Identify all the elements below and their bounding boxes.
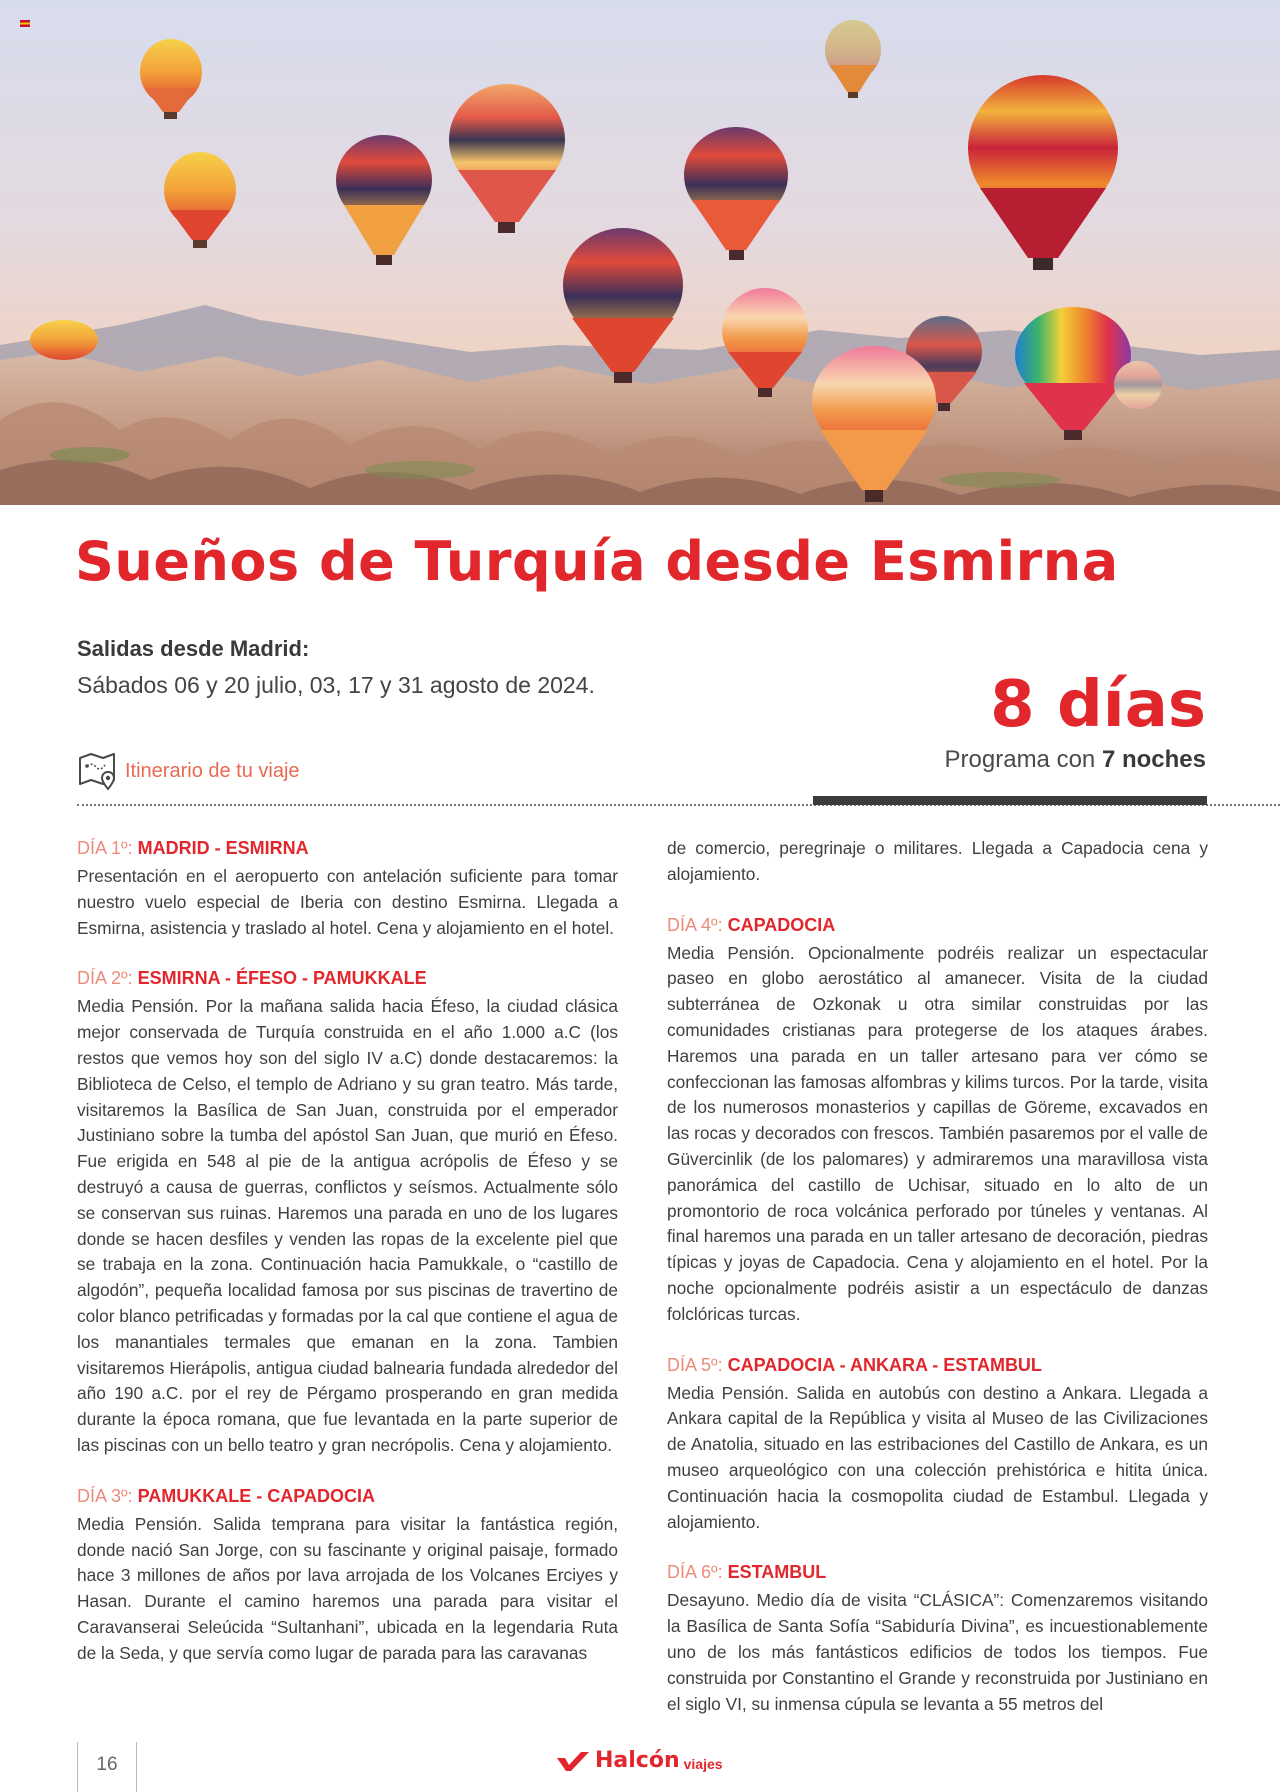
day-section (77, 1484, 618, 1667)
day-route: CAPADOCIA - ANKARA - ESTAMBUL (727, 1354, 1042, 1375)
balloon-icon (968, 75, 1118, 270)
day-description-continued: de comercio, peregrinaje o militares. Llegada a Capadocia cena y alojamiento. (667, 838, 1208, 884)
hero-image (0, 0, 1280, 505)
day-number: DÍA 6º: (667, 1562, 723, 1583)
day-heading (77, 836, 618, 860)
balloon-icon (164, 152, 236, 248)
brand-sub: viajes (683, 1756, 723, 1772)
day-number: DÍA 3º: (77, 1485, 133, 1506)
day-route: ESTAMBUL (727, 1562, 827, 1583)
brand-logo (555, 1750, 723, 1772)
balloons-landscape-illustration (0, 0, 1280, 505)
page-number-box (77, 1742, 137, 1792)
day-heading (77, 1484, 618, 1508)
day-section (667, 1560, 1208, 1717)
balloon-icon (336, 135, 432, 265)
day-description: Media Pensión. Salida en autobús con destino a Ankara. Llegada a Ankara capital de la República y visita al Museo de las Civilizaciones de Anatolia, situado en las estribaciones del Castillo de Ankara, es un museo arqueológico con una colección prehistórica e hitita única. Continuación hacia la cosmopolita ciudad de Estambul. Llegada y alojamiento. (667, 1382, 1208, 1532)
itinerary-label: Itinerario de tu viaje (125, 759, 300, 782)
map-pin-icon (77, 750, 121, 792)
program-nights-value: 7 noches (1101, 746, 1206, 773)
page-title: Sueños de Turquía desde Esmirna (75, 530, 1119, 593)
day-heading (667, 1560, 1208, 1584)
departures-dates: Sábados 06 y 20 julio, 03, 17 y 31 agosto de 2024. (77, 672, 595, 698)
brand-name: Halcón (595, 1748, 680, 1773)
day-description: Desayuno. Medio día de visita “CLÁSICA”: Comenzaremos visitando la Basílica de Santa Sofía “Sabiduría Divina”, es incuestionablemente uno de los más fantásticos edificios de todos los tiempos. Fue construida por Constantino el Grande y reconstruida por Justiniano en el siglo VI, su inmensa cúpula se levanta a 55 metros del (667, 1590, 1208, 1714)
day-description: Media Pensión. Salida temprana para visitar la fantástica región, donde nació San Jorge, con su fascinante y original paisaje, formado hace 3 millones de años por lava arrojada de los Volcanes Erciyes y Hasan. Durante el camino haremos una parada para visitar el Caravanserai Seleúcida “Sultanhani”, ubicada en la legendaria Ruta de la Seda, y que servía como lugar de parada para las caravanas (77, 1513, 618, 1663)
flag-icon (20, 20, 30, 27)
balloon-icon (684, 127, 788, 260)
day-section (77, 836, 618, 941)
day-section (77, 966, 618, 1458)
day-section (667, 913, 1208, 1328)
day-number: DÍA 5º: (667, 1354, 723, 1375)
page-number: 16 (96, 1754, 118, 1775)
day-section (667, 1353, 1208, 1536)
day-heading (667, 913, 1208, 937)
day-number: DÍA 2º: (77, 968, 133, 989)
balloon-icon (449, 84, 565, 233)
departures-label: Salidas desde Madrid: (77, 636, 310, 661)
day-number: DÍA 4º: (667, 914, 723, 935)
program-prefix: Programa con (944, 746, 1096, 773)
day-heading (77, 966, 618, 990)
balloon-icon (30, 320, 98, 360)
day-route: CAPADOCIA (727, 914, 836, 935)
itinerary-column-right (667, 836, 1208, 1742)
balloon-icon (140, 39, 202, 119)
day-description: Media Pensión. Opcionalmente podréis realizar un espectacular paseo en globo aerostático al amanecer. Visita de la ciudad subterránea de Ozkonak u otra similar construidas por las comunidades cristianas para protegerse de los ataques árabes. Haremos una parada en un taller artesano para ver cómo se confeccionan las famosas alfombras y kilims turcos. Por la tarde, visita de los numerosos monasterios y capillas de Göreme, excavados en las rocas y decorados con frescos. También pasaremos por el valle de Güvercinlik (de los palomares) y admiraremos una maravillosa vista panorámica del castillo de Uchisar, situado en lo alto de un promontorio de roca volcánica perforado por túneles y ventanas. Al final haremos una parada en un taller artesano de decoración, piedras típicas y joyas de Capadocia. Cena y alojamiento en el hotel. Por la noche opcionalmente podréis asistir a un espectáculo de danzas folclóricas turcas. (667, 942, 1208, 1324)
balloon-icon (1114, 361, 1162, 409)
balloon-icon (825, 20, 881, 98)
day-number: DÍA 1º: (77, 838, 133, 858)
itinerary-heading (77, 750, 300, 792)
duration-days: 8 días (990, 668, 1206, 742)
day-route: MADRID - ESMIRNA (137, 838, 309, 858)
program-nights (945, 746, 1206, 774)
halcon-wing-icon (555, 1750, 591, 1772)
day-description: Presentación en el aeropuerto con antelación suficiente para tomar nuestro vuelo especial de Iberia con destino Esmirna. Llegada a Esmirna, asistencia y traslado al hotel. Cena y alojamiento en el hotel. (77, 866, 618, 938)
day-route: PAMUKKALE - CAPADOCIA (137, 1485, 375, 1506)
accent-bar (813, 796, 1207, 805)
itinerary-column-left (77, 836, 618, 1692)
day-route: ESMIRNA - ÉFESO - PAMUKKALE (137, 968, 427, 989)
day-description: Media Pensión. Por la mañana salida hacia Éfeso, la ciudad clásica mejor conservada de Turquía construida en el año 1.000 a.C (los restos que vemos hoy son del siglo IV a.C) donde destacaremos: la Biblioteca de Celso, el templo de Adriano y su gran teatro. Más tarde, visitaremos la Basílica de San Juan, construida por el emperador Justiniano sobre la tumba del apóstol San Juan, que murió en Éfeso. Fue erigida en 548 al pie de la antigua acrópolis de Éfeso y se destruyó a causa de guerras, conflictos y seísmos. Actualmente sólo se conservan sus ruinas. Haremos una parada en uno de los lugares donde se hacen desfiles y venden las ropas de la excelente piel que se trabaja en la zona. Continuación hacia Pamukkale, o “castillo de algodón”, pequeña localidad famosa por sus piscinas de travertino de color blanco petrificadas y formadas por la cal que contiene el agua de los manantiales termales que emanan en la zona. Tambien visitaremos Hierápolis, antigua ciudad balnearia fundada alrededor del año 190 a.C. por el rey de Pérgamo prosperando en gran medida durante la época romana, que fue levantada en la parte superior de las piscinas con un bello teatro y gran necrópolis. Cena y alojamiento. (77, 996, 618, 1455)
day-heading (667, 1353, 1208, 1377)
